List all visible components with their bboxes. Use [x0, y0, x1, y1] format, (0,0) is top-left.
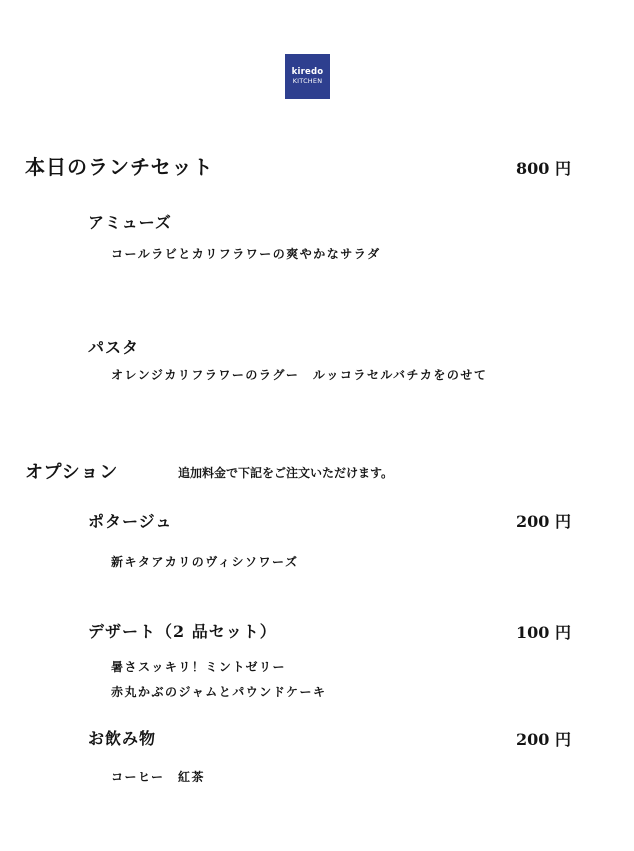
lunch-set-price: 800 円	[516, 159, 571, 178]
potage-price: 200 円	[516, 512, 571, 531]
pasta-item: オレンジカリフラワーのラグー ルッコラセルバチカをのせて	[111, 368, 488, 382]
drinks-item: コーヒー 紅茶	[111, 770, 206, 784]
logo-line-1: kiredo	[291, 67, 324, 77]
dessert-heading: デザート（2 品セット）	[88, 622, 277, 641]
amuse-item: コールラビとカリフラワーの爽やかなサラダ	[111, 247, 381, 261]
kiredo-kitchen-logo	[285, 54, 330, 99]
options-note: 追加料金で下記をご注文いただけます。	[178, 466, 394, 480]
drinks-heading: お飲み物	[88, 729, 157, 748]
potage-item: 新キタアカリのヴィシソワーズ	[111, 555, 299, 569]
logo-line-2: KITCHEN	[292, 77, 323, 85]
pasta-heading: パスタ	[88, 338, 140, 357]
amuse-heading: アミューズ	[88, 213, 172, 232]
dessert-price: 100 円	[516, 623, 571, 642]
options-title: オプション	[25, 462, 119, 483]
drinks-price: 200 円	[516, 730, 571, 749]
potage-heading: ポタージュ	[88, 512, 173, 531]
dessert-item-1: 暑さスッキリ！ミントゼリー	[111, 660, 287, 674]
lunch-set-title: 本日のランチセット	[25, 155, 214, 179]
dessert-item-2: 赤丸かぶのジャムとパウンドケーキ	[111, 685, 327, 699]
